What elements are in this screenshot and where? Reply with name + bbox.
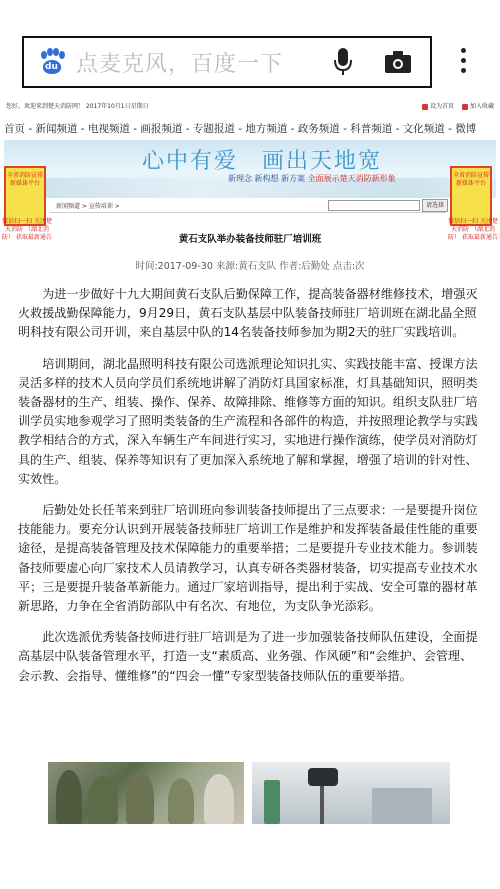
camera-icon[interactable] — [384, 50, 412, 74]
site-search-button[interactable]: 请选择 — [422, 199, 448, 212]
set-home-link[interactable]: 设为首页 — [422, 101, 454, 110]
nav-separator: - — [392, 123, 403, 135]
nav-item[interactable]: 新闻频道 — [35, 123, 78, 135]
bottom-blank — [0, 824, 500, 889]
breadcrumb-text[interactable]: 新闻频道 > 宣传培训 > — [56, 203, 120, 210]
nav-item[interactable]: 电视频道 — [87, 123, 130, 135]
star-icon — [462, 104, 468, 110]
training-photo-2[interactable] — [252, 762, 450, 824]
nav-separator: - — [77, 123, 88, 135]
nav-item[interactable]: 政务频道 — [297, 123, 340, 135]
nav-separator: - — [25, 123, 36, 135]
right-qr-caption: 微信扫一扫 关注楚天消防 （湖北消防） 获取最新通告 — [448, 218, 498, 241]
browser-search-bar[interactable] — [22, 36, 432, 88]
nav-separator: - — [182, 123, 193, 135]
right-promo-poster[interactable]: 全省消防宣传新媒体平台 — [450, 166, 492, 226]
training-photo-1[interactable] — [48, 762, 244, 824]
article-photos — [48, 762, 452, 824]
nav-separator: - — [129, 123, 141, 135]
left-qr-caption: 微信扫一扫 关注楚天消防 （湖北消防） 获取最新通告 — [2, 218, 52, 241]
mic-icon[interactable] — [332, 47, 354, 77]
nav-item[interactable]: 地方频道 — [245, 123, 288, 135]
breadcrumb — [50, 198, 446, 213]
article-body — [18, 285, 484, 698]
site-banner — [4, 140, 496, 198]
site-search-input[interactable] — [328, 200, 420, 211]
nav-item[interactable]: 科普频道 — [350, 123, 393, 135]
nav-item[interactable]: 画报频道 — [140, 123, 183, 135]
article-paragraph: 此次选派优秀装备技师进行驻厂培训是为了进一步加强装备技师队伍建设，全面提高基层中队装备管理水平，打造一支“素质高、业务强、作风硬”和“会维护、会管理、会示教、会指导、懂维修”的“四会一懂”专家型装备技师队伍的重要举措。 — [18, 630, 478, 683]
site-top-bar — [0, 100, 500, 112]
left-promo-poster[interactable]: 全省消防宣传新媒体平台 — [4, 166, 46, 226]
nav-item[interactable]: 首页 — [4, 123, 25, 135]
nav-separator: - — [339, 123, 351, 135]
main-nav — [4, 121, 500, 136]
banner-subtitle: 新理念 新构想 新方案 全面展示楚天消防新形象 — [228, 174, 396, 183]
article-title: 黄石支队举办装备技师驻厂培训班 — [178, 234, 322, 245]
welcome-text: 您好，欢迎来到楚天消防网！ 2017年10月1日星期日 — [6, 103, 149, 110]
status-area — [0, 0, 500, 34]
menu-dots-icon[interactable] — [456, 48, 470, 78]
article-paragraph: 为进一步做好十九大期间黄石支队后勤保障工作，提高装备器材维修技术，增强灭火救援战勤保障能力，9月29日，黄石支队基层中队装备技师驻厂培训班在湖北晶全照明科技有限公司开训，来自基层中队的14名装备技师参加为期2天的驻厂实践培训。 — [18, 287, 478, 340]
nav-separator: - — [234, 123, 246, 135]
article-meta: 时间:2017-09-30 来源:黄石支队 作者:后勤处 点击:次 — [135, 261, 365, 272]
article-paragraph: 后勤处处长任苇来到驻厂培训班向参训装备技师提出了三点要求：一是要提升岗位技能能力。要充分认识到开展装备技师驻厂培训工作是维护和发挥装备最佳性能的重要途径，是提高装备管理及技术保障能力的重要举措；二是要提升专业技术能力。参训装备技师要虚心向厂家技术人员请教学习，认真专研各类器材装备，切实提高专业技术水平；三是要提升装备革新能力。通过厂家培训指导，提出利于实战、安全可靠的器材革新思路，力争在全省消防部队中有名次、有地位，为支队争光添彩。 — [18, 503, 478, 614]
nav-item[interactable]: 专题报道 — [192, 123, 235, 135]
search-input[interactable]: 点麦克风，百度一下 — [76, 51, 284, 77]
nav-item[interactable]: 微博 — [455, 123, 477, 135]
banner-title: 心中有爱 画出天地宽 — [142, 149, 383, 174]
add-favorite-link[interactable]: 加入收藏 — [462, 101, 494, 110]
baidu-paw-icon: du — [38, 48, 66, 76]
article-paragraph: 培训期间，湖北晶照明科技有限公司选派理论知识扎实、实践技能丰富、授课方法灵活多样的技术人员向学员们系统地讲解了消防灯具国家标准，灯具基础知识，照明类装备器材的生产、组装、操作、保养、故障排除、维修等方面的知识。组织支队驻厂培训学员实地参观学习了照明类装备的生产流程和各部件的构造，并按照理论教学与实践教学相结合的方式，深入车辆生产车间进行实习，实地进行操作演练，使学员对消防灯具的生产、组装、保养等知识有了更加深入系统地了解和掌握，增强了培训的针对性、实效性。 — [18, 356, 478, 486]
nav-separator: - — [444, 123, 456, 135]
nav-item[interactable]: 文化频道 — [402, 123, 445, 135]
home-icon — [422, 104, 428, 110]
nav-separator: - — [287, 123, 298, 135]
